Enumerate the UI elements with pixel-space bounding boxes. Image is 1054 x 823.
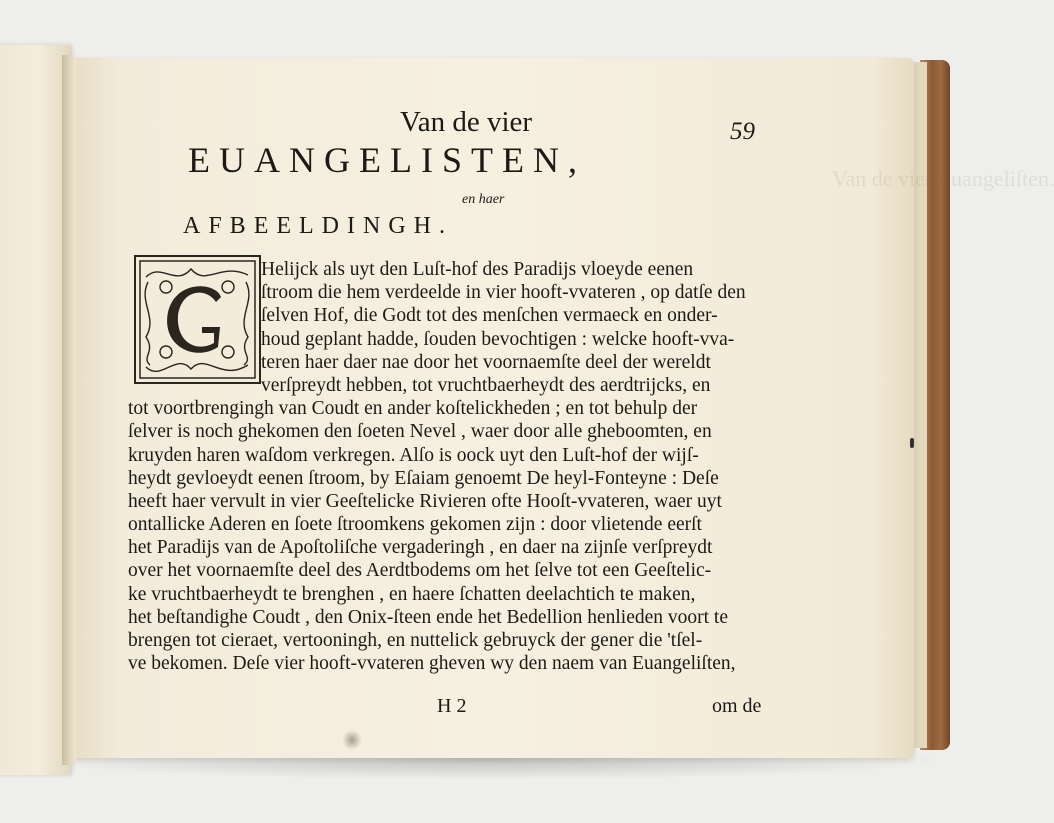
text-line: ſelver is noch ghekomen den ſoeten Nevel , waer door alle gheboomten, en bbox=[128, 421, 712, 443]
title-line-4: AFBEELDINGH. bbox=[183, 213, 453, 239]
text-line: het Paradijs van de Apoſtoliſche vergaderingh , en daer na zijnſe verſpreydt bbox=[128, 537, 713, 559]
title-line-3: en haer bbox=[462, 192, 505, 207]
signature-mark: H 2 bbox=[437, 695, 467, 717]
text-line: heeft haer vervult in vier Geeſtelicke Rivieren ofte Hooſt-vvateren, waer uyt bbox=[128, 490, 722, 512]
page-number: 59 bbox=[730, 118, 755, 145]
text-line: ke vruchtbaerheydt te brenghen , en haere ſchatten deelachtich te maken, bbox=[128, 583, 696, 605]
text-line: het beſtandighe Coudt , den Onix-ſteen ende het Bedellion henlieden voort te bbox=[128, 606, 728, 628]
catchword: om de bbox=[712, 695, 762, 717]
text-line: ontallicke Aderen en ſoete ſtroomkens gekomen zijn : door vlietende eerſt bbox=[128, 514, 702, 536]
title-line-2: EUANGELISTEN, bbox=[188, 140, 586, 180]
text-line: Helijck als uyt den Luſt-hof des Paradijs vloeyde eenen bbox=[261, 259, 694, 280]
text-line: ſtroom die hem verdeelde in vier hooft-vvateren , op datſe den bbox=[261, 282, 746, 304]
text-line: ſelven Hof, die Godt tot des menſchen vermaeck en onder- bbox=[261, 305, 718, 327]
left-page-edge bbox=[0, 45, 70, 775]
text-line: brengen tot cieraet, vertooningh, en nuttelick gebruyck der gener die 'tſel- bbox=[128, 630, 703, 651]
text-line: tot voortbrengingh van Coudt en ander koſtelickheden ; en tot behulp der bbox=[128, 398, 698, 420]
book-gutter bbox=[62, 55, 76, 765]
title-line-1: Van de vier bbox=[400, 106, 533, 138]
text-line: ve bekomen. Deſe vier hooft-vvateren gheven wy den naem van Euangeliſten, bbox=[128, 653, 736, 675]
text-line: teren haer daer nae door het voornaemſte deel der wereldt bbox=[261, 351, 711, 373]
ink-blot bbox=[342, 730, 362, 750]
text-line: over het voornaemſte deel des Aerdtbodems om het ſelve tot een Geeſtelic- bbox=[128, 560, 712, 582]
body-text bbox=[128, 258, 756, 675]
text-line: heydt gevloeydt eenen ſtroom, by Eſaiam genoemt De heyl-Fonteyne : Deſe bbox=[128, 467, 719, 489]
bleed-through-text: Van de vier Euangeliſten. bbox=[832, 166, 1054, 191]
text-line: verſpreydt hebben, tot vruchtbaerheydt des aerdtrijcks, en bbox=[261, 374, 711, 396]
book-page bbox=[72, 58, 1054, 758]
text-line: houd geplant hadde, ſouden bevochtigen : welcke hooft-vva- bbox=[261, 328, 735, 350]
text-line: kruyden haren waſdom verkregen. Alſo is oock uyt den Luſt-hof der wijſ- bbox=[128, 444, 699, 466]
margin-mark bbox=[910, 438, 914, 448]
